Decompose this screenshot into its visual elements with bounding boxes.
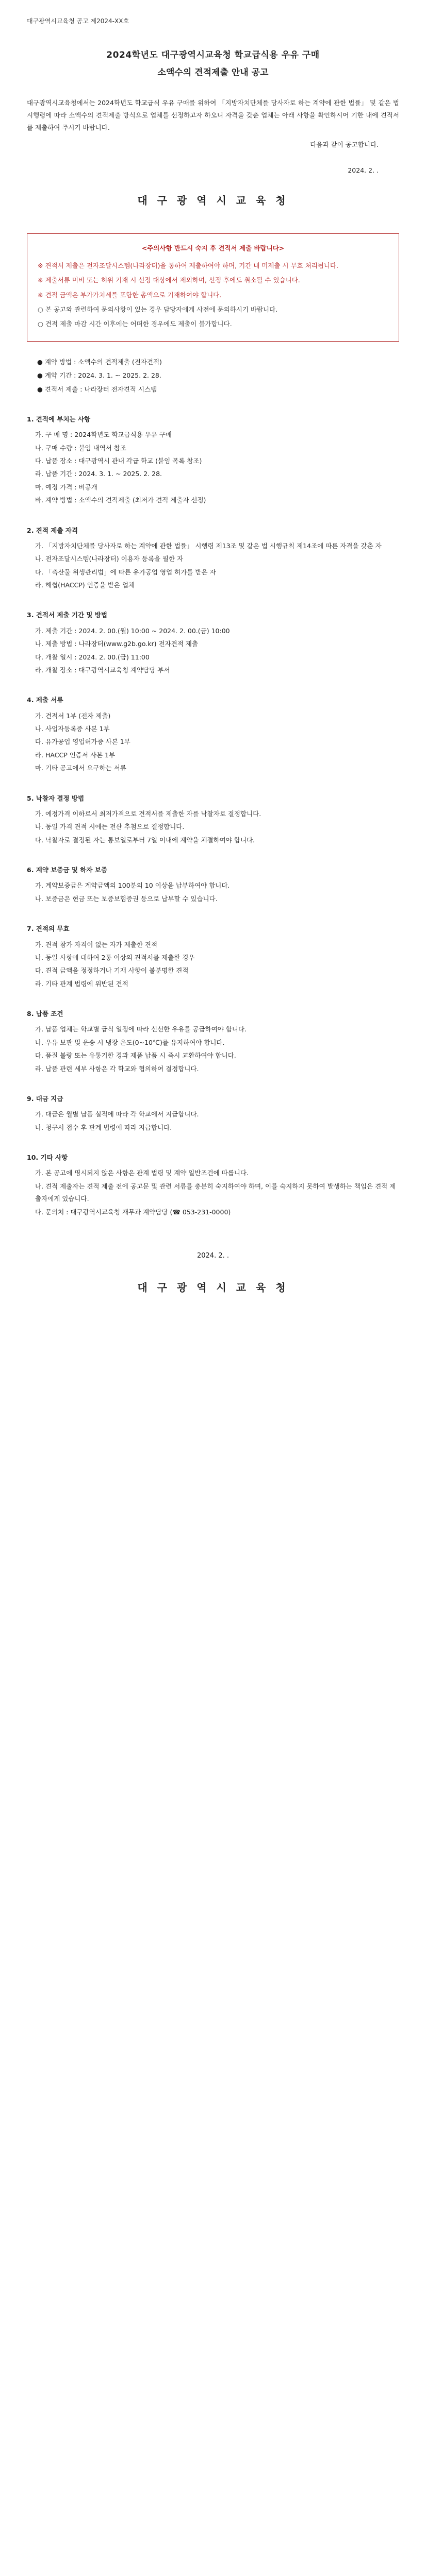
section-line: 가. 견적 참가 자격이 없는 자가 제출한 견적 xyxy=(35,940,158,948)
section-line: 나. 동일 가격 견적 시에는 전산 추첨으로 결정합니다. xyxy=(35,823,185,831)
section-line: 마. 기타 공고에서 요구하는 서류 xyxy=(35,764,126,772)
highlight-item: ● 계약 방법 : 소액수의 견적제출 (전자견적) xyxy=(37,358,162,366)
section-line: 가. 제출 기간 : 2024. 2. 00.(월) 10:00 ~ 2024. 2. 00.(금) 10:00 xyxy=(35,626,230,635)
section-line: 다. 견적 금액을 정정하거나 기재 사항이 불분명한 견적 xyxy=(35,967,189,975)
highlight-item: ● 계약 기간 : 2024. 3. 1. ~ 2025. 2. 28. xyxy=(37,371,161,380)
end-issuer: 대 구 광 역 시 교 육 청 xyxy=(137,1281,289,1294)
section-line: 나. 우유 보관 및 운송 시 냉장 온도(0~10℃)를 유지하여야 합니다. xyxy=(35,1038,225,1046)
section-title: 7. 견적의 무효 xyxy=(27,925,70,933)
section xyxy=(27,694,399,774)
section xyxy=(27,1151,399,1218)
section-line: 가. 본 공고에 명시되지 않은 사항은 관계 법령 및 계약 일반조건에 따릅니다. xyxy=(35,1169,249,1177)
end-date: 2024. 2. . xyxy=(196,1251,230,1260)
highlight-item: ● 견적서 제출 : 나라장터 전자견적 시스템 xyxy=(37,385,157,393)
section-line: 나. 구매 수량 : 붙임 내역서 참조 xyxy=(35,444,126,452)
section xyxy=(27,413,399,507)
section-line: 나. 보증금은 현금 또는 보증보험증권 등으로 납부할 수 있습니다. xyxy=(35,894,218,903)
issuer-name: 대 구 광 역 시 교 육 청 xyxy=(137,194,289,207)
document-title-line1: 2024학년도 대구광역시교육청 학교급식용 우유 구매 xyxy=(106,50,320,61)
section-line: 라. 해썹(HACCP) 인증을 받은 업체 xyxy=(35,581,135,589)
intro-end: 다음과 같이 공고합니다. xyxy=(310,140,379,148)
section-line: 다. 낙찰자로 결정된 자는 통보일로부터 7일 이내에 계약을 체결하여야 합니다. xyxy=(35,836,255,844)
section-line: 바. 계약 방법 : 소액수의 견적제출 (최저가 견적 제출자 선정) xyxy=(35,496,206,504)
section-line: 가. 예정가격 이하로서 최저가격으로 견적서를 제출한 자를 낙찰자로 결정합니다. xyxy=(35,809,261,818)
section-title: 2. 견적 제출 자격 xyxy=(27,526,78,534)
section-line: 다. 유가공업 영업허가증 사본 1부 xyxy=(35,738,130,746)
caution-note: ○ 견적 제출 마감 시간 이후에는 어떠한 경우에도 제출이 불가합니다. xyxy=(38,320,232,328)
section-line: 나. 동일 사항에 대하여 2통 이상의 견적서를 제출한 경우 xyxy=(35,953,195,961)
notice-number: 대구광역시교육청 공고 제2024-XX호 xyxy=(27,18,129,25)
section-title: 9. 대금 지급 xyxy=(27,1094,63,1103)
section xyxy=(27,524,399,592)
caution-item: ※ 견적 금액은 부가가치세를 포함한 총액으로 기재하여야 합니다. xyxy=(38,291,222,299)
section-line: 가. 견적서 1부 (전자 제출) xyxy=(35,711,111,720)
section-line: 다. 개찰 일시 : 2024. 2. 00.(금) 11:00 xyxy=(35,653,150,661)
section-line: 가. 계약보증금은 계약금액의 100분의 10 이상을 납부하여야 합니다. xyxy=(35,882,230,890)
section xyxy=(27,864,399,905)
section-line: 나. 견적 제출자는 견적 제출 전에 공고문 및 관련 서류를 충분히 숙지하여야 하며, 이를 숙지하지 못하여 발생하는 책임은 견적 제출자에게 있습니다. xyxy=(35,1182,396,1203)
section-line: 다. 납품 장소 : 대구광역시 관내 각급 학교 (붙임 목록 참조) xyxy=(35,457,202,465)
intro-paragraph: 대구광역시교육청에서는 2024학년도 학교급식 우유 구매를 위하여 「지방자치단체를 당사자로 하는 계약에 관한 법률」 및 같은 법 시행령에 따라 소액수의 견적제출 방식으로 업체를 선정하고자 하오니 자격을 갖춘 업체는 아래 사항을 확인하시어 기한 내에 견적서를 제출하여 주시기 바랍니다. xyxy=(27,98,399,132)
section-line: 가. 대금은 월별 납품 실적에 따라 각 학교에서 지급합니다. xyxy=(35,1110,199,1118)
caution-note: ○ 본 공고와 관련하여 문의사항이 있는 경우 담당자에게 사전에 문의하시기 바랍니다. xyxy=(38,306,278,314)
section-line: 가. 납품 업체는 학교별 급식 일정에 따라 신선한 우유를 공급하여야 합니다. xyxy=(35,1025,247,1033)
section-line: 라. 기타 관계 법령에 위반된 견적 xyxy=(35,979,128,988)
highlight-list xyxy=(27,356,399,396)
section-line: 라. 개찰 장소 : 대구광역시교육청 계약담당 부서 xyxy=(35,666,170,674)
section-line: 다. 「축산물 위생관리법」에 따른 유가공업 영업 허가를 받은 자 xyxy=(35,568,216,576)
section-line: 가. 구 매 명 : 2024학년도 학교급식용 우유 구매 xyxy=(35,431,172,439)
caution-item: ※ 제출서류 미비 또는 허위 기재 시 선정 대상에서 제외하며, 선정 후에도 취소될 수 있습니다. xyxy=(38,276,300,284)
section xyxy=(27,609,399,676)
caution-heading: <주의사항 반드시 숙지 후 견적서 제출 바랍니다> xyxy=(141,244,285,252)
section-line: 다. 문의처 : 대구광역시교육청 재무과 계약담당 (☎ 053-231-0000) xyxy=(35,1208,231,1216)
section-line: 나. 청구서 접수 후 관계 법령에 따라 지급합니다. xyxy=(35,1123,172,1131)
section-title: 5. 낙찰자 결정 방법 xyxy=(27,794,85,802)
caution-box xyxy=(27,233,399,342)
section-title: 3. 견적서 제출 기간 및 방법 xyxy=(27,611,107,619)
notice-date: 2024. 2. . xyxy=(348,166,379,175)
section-line: 마. 예정 가격 : 비공개 xyxy=(35,483,97,491)
section-line: 라. 납품 관련 세부 사항은 각 학교와 협의하여 결정합니다. xyxy=(35,1064,199,1073)
section-line: 가. 「지방자치단체를 당사자로 하는 계약에 관한 법률」 시행령 제13조 및 같은 법 시행규칙 제14조에 따른 자격을 갖춘 자 xyxy=(35,541,382,550)
section-line: 나. 사업자등록증 사본 1부 xyxy=(35,725,110,733)
section-line: 라. HACCP 인증서 사본 1부 xyxy=(35,751,116,759)
section-line: 나. 제출 방법 : 나라장터(www.g2b.go.kr) 전자견적 제출 xyxy=(35,640,198,648)
section-title: 1. 견적에 부치는 사항 xyxy=(27,415,91,423)
sections-container xyxy=(27,413,399,1218)
section-line: 나. 전자조달시스템(나라장터) 이용자 등록을 필한 자 xyxy=(35,555,184,563)
section-title: 4. 제출 서류 xyxy=(27,696,63,704)
document-title-line2: 소액수의 견적제출 안내 공고 xyxy=(157,67,269,78)
section-line: 다. 품질 불량 또는 유통기한 경과 제품 납품 시 즉시 교환하여야 합니다. xyxy=(35,1052,236,1060)
section xyxy=(27,792,399,847)
section-title: 10. 기타 사항 xyxy=(27,1154,68,1162)
section-line: 라. 납품 기간 : 2024. 3. 1. ~ 2025. 2. 28. xyxy=(35,470,162,478)
caution-item: ※ 견적서 제출은 전자조달시스템(나라장터)을 통하여 제출하여야 하며, 기간 내 미제출 시 무효 처리됩니다. xyxy=(38,261,339,269)
section xyxy=(27,923,399,990)
section xyxy=(27,1093,399,1134)
section-title: 8. 납품 조건 xyxy=(27,1010,63,1018)
section-title: 6. 계약 보증금 및 하자 보증 xyxy=(27,866,107,874)
section xyxy=(27,1008,399,1075)
